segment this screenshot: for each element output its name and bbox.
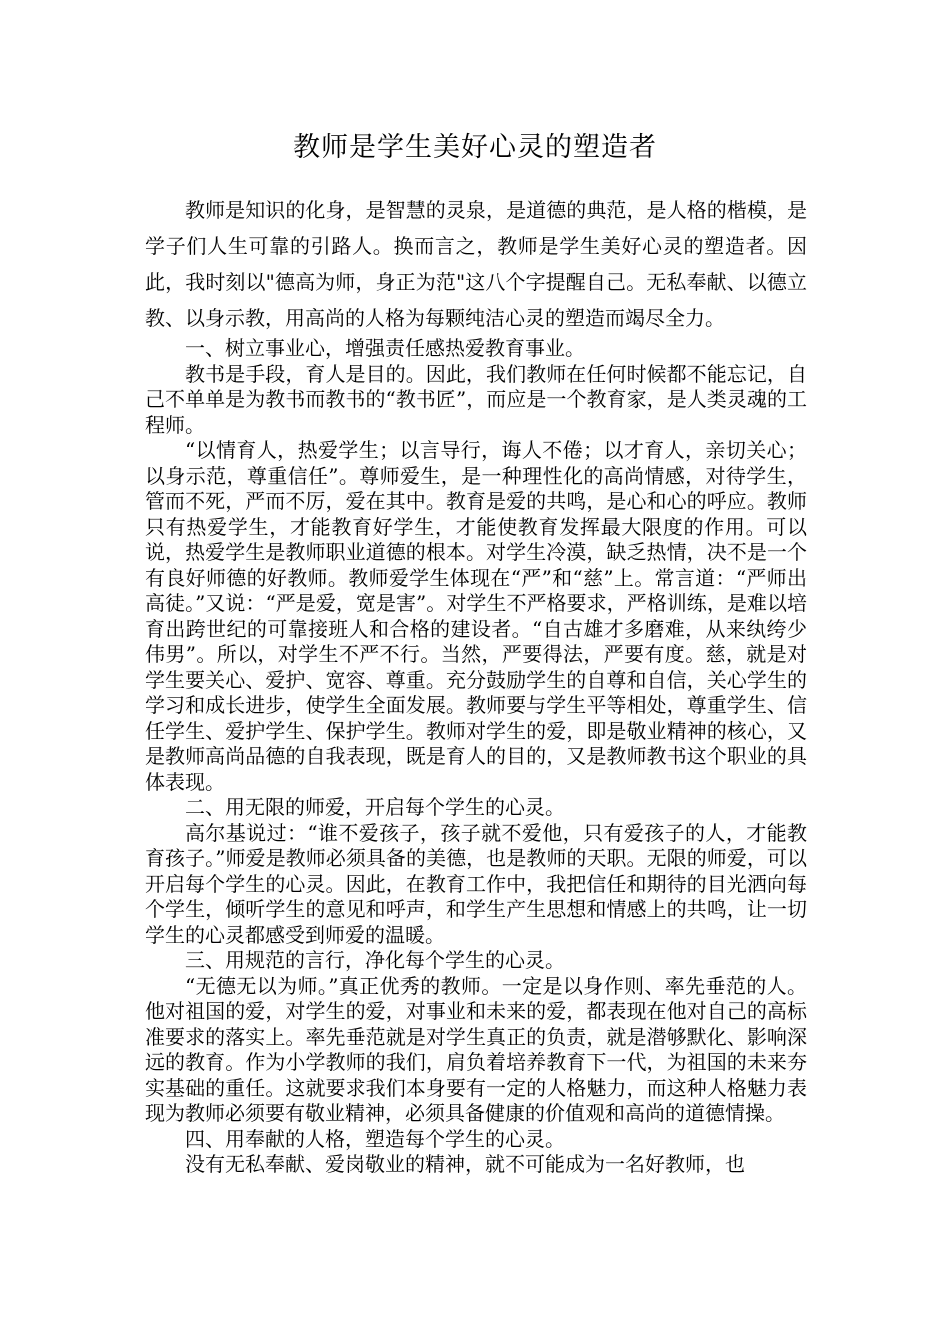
document-body: [145, 192, 807, 1178]
paragraph: “无德无以为师。”真正优秀的教师。一定是以身作则、率先垂范的人。他对祖国的爱，对学生的爱，对事业和未来的爱，都表现在他对自己的高标准要求的落实上。率先垂范就是对学生真正的负责，就是潜够默化、影响深远的教育。作为小学教师的我们，肩负着培养教育下一代，为祖国的未来夯实基础的重任。这就要求我们本身要有一定的人格魅力，而这种人格魅力表现为教师必须要有敬业精神，必须具备健康的价值观和高尚的道德情操。: [145, 973, 807, 1125]
paragraph: 教书是手段，育人是目的。因此，我们教师在任何时候都不能忘记，自己不单单是为教书而教书的“教书匠”，而应是一个教育家，是人类灵魂的工程师。: [145, 361, 807, 437]
paragraph: 高尔基说过：“谁不爱孩子，孩子就不爱他，只有爱孩子的人，才能教育孩子。”师爱是教师必须具备的美德，也是教师的天职。无限的师爱，可以开启每个学生的心灵。因此，在教育工作中，我把信任和期待的目光洒向每个学生，倾听学生的意见和呼声，和学生产生思想和情感上的共鸣，让一切学生的心灵都感受到师爱的温暖。: [145, 820, 807, 947]
section-heading-1: 一、树立事业心，增强责任感热爱教育事业。: [185, 336, 585, 360]
section-heading-2: 二、用无限的师爱，开启每个学生的心灵。: [185, 795, 565, 819]
document-title: 教师是学生美好心灵的塑造者: [293, 132, 657, 163]
paragraph-intro: 教师是知识的化身，是智慧的灵泉，是道德的典范，是人格的楷模，是学子们人生可靠的引路人。换而言之，教师是学生美好心灵的塑造者。因此，我时刻以"德高为师，身正为范"这八个字提醒自己。无私奉献、以德立教、以身示教，用高尚的人格为每颗纯洁心灵的塑造而竭尽全力。: [145, 198, 807, 330]
paragraph: 没有无私奉献、爱岗敬业的精神，就不可能成为一名好教师，也: [185, 1152, 745, 1176]
section-heading-4: 四、用奉献的人格，塑造每个学生的心灵。: [185, 1126, 565, 1151]
paragraph: “以情育人，热爱学生；以言导行，诲人不倦；以才育人，亲切关心；以身示范，尊重信任”。尊师爱生，是一种理性化的高尚情感，对待学生，管而不死，严而不厉，爱在其中。教育是爱的共鸣，是心和心的呼应。教师只有热爱学生，才能教育好学生，才能使教育发挥最大限度的作用。可以说，热爱学生是教师职业道德的根本。对学生冷漠，缺乏热情，决不是一个有良好师德的好教师。教师爱学生体现在“严”和“慈”上。常言道：“严师出高徒。”又说：“严是爱，宽是害”。对学生不严格要求，严格训练，是难以培育出跨世纪的可靠接班人和合格的建设者。“自古雄才多磨难，从来纨绔少伟男”。所以，对学生不严不行。当然，严要得法，严要有度。慈，就是对学生要关心、爱护、宽容、尊重。充分鼓励学生的自尊和自信，关心学生的学习和成长进步，使学生全面发展。教师要与学生平等相处，尊重学生、信任学生、爱护学生、保护学生。教师对学生的爱，即是敬业精神的核心，又是教师高尚品德的自我表现，既是育人的目的，又是教师教书这个职业的具体表现。: [145, 438, 807, 794]
section-heading-3: 三、用规范的言行，净化每个学生的心灵。: [185, 948, 565, 972]
